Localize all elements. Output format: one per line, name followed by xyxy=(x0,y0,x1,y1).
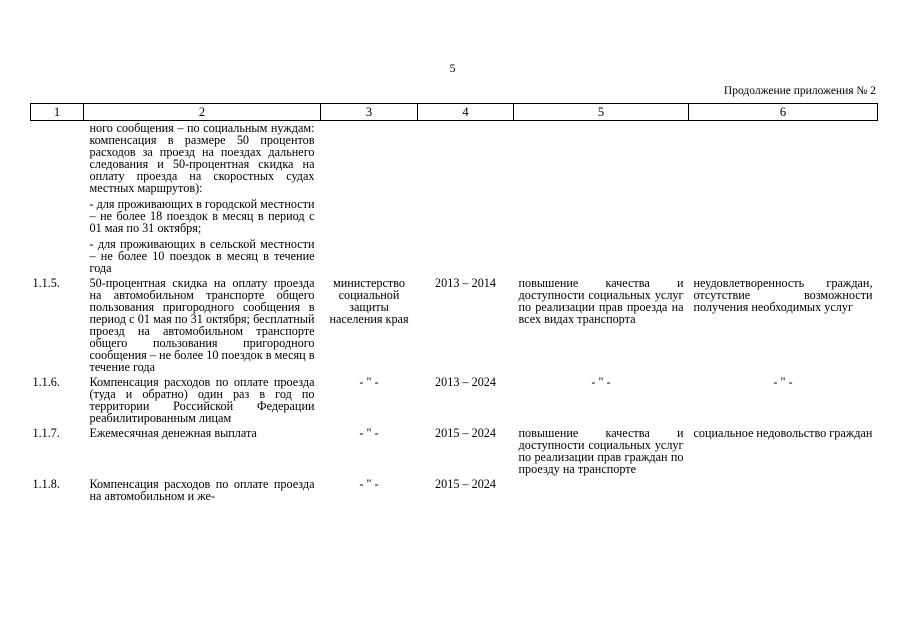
row-period xyxy=(418,121,514,275)
description-paragraph: Компенсация расходов по оплате проезда на автомобильном и же- xyxy=(89,477,315,503)
table-row xyxy=(31,274,878,373)
row-result: - " - xyxy=(591,375,611,389)
row-period: 2013 – 2024 xyxy=(435,375,496,389)
row-executor: - " - xyxy=(359,426,379,440)
continuation-label: Продолжение приложения № 2 xyxy=(723,85,876,97)
row-period: 2015 – 2024 xyxy=(435,477,496,491)
description-paragraph: Компенсация расходов по оплате проезда (туда и обратно) один раз в год по территории Российской Федерации реабилитированным лицам xyxy=(89,375,315,425)
row-number: 1.1.6. xyxy=(32,375,60,389)
table-row xyxy=(31,121,878,275)
header-col-5: 5 xyxy=(514,104,689,121)
description-paragraph: ного сообщения – по социальным нуждам: компенсация в размере 50 процентов расходов за проезд на поездах дальнего следования и 50-процентная скидка на оплату проезда на скоростных судах местных маршрутов): xyxy=(89,121,315,195)
row-executor: - " - xyxy=(359,477,379,491)
row-period: 2015 – 2024 xyxy=(435,426,496,440)
description-paragraph: 50-процентная скидка на оплату проезда на автомобильном транспорте общего пользования пригородного сообщения в период с 01 мая по 31 октября; бесплатный проезд на автомобильном транспорте общего пользования пригородного сообщения – не более 10 поездок в месяц в течение года xyxy=(89,276,315,374)
row-description xyxy=(84,424,321,475)
header-row xyxy=(31,104,878,121)
description-paragraph: Ежемесячная денежная выплата xyxy=(89,426,257,440)
row-result: повышение качества и доступности социальных услуг по реализации прав проезда на всех видах транспорта xyxy=(518,276,684,326)
row-description xyxy=(84,475,321,502)
row-consequence: - " - xyxy=(773,375,793,389)
row-number xyxy=(31,121,84,275)
row-executor xyxy=(321,121,418,275)
program-table xyxy=(30,103,877,502)
row-result xyxy=(514,121,689,275)
row-description xyxy=(84,121,321,275)
row-period: 2013 – 2014 xyxy=(435,276,496,290)
row-description xyxy=(84,274,321,373)
table-row xyxy=(31,424,878,475)
header-col-4: 4 xyxy=(418,104,514,121)
row-consequence: неудовлетворенность граждан, отсутствие возможности получения необходимых услуг xyxy=(693,276,873,314)
row-consequence xyxy=(689,475,878,502)
row-result xyxy=(514,475,689,502)
header-col-1: 1 xyxy=(31,104,84,121)
row-description xyxy=(84,373,321,424)
measures-table xyxy=(30,103,878,502)
table-row xyxy=(31,373,878,424)
row-consequence: социальное недовольство граждан xyxy=(693,426,873,440)
row-consequence xyxy=(689,121,878,275)
row-number: 1.1.5. xyxy=(32,276,60,290)
description-paragraph: - для проживающих в городской местности – не более 18 поездок в месяц в период с 01 мая по 31 октября; xyxy=(89,197,315,235)
page-number: 5 xyxy=(449,61,456,75)
row-executor: министерство социальной защиты населения края xyxy=(329,276,409,326)
header-col-2: 2 xyxy=(84,104,321,121)
table-row xyxy=(31,475,878,502)
row-executor: - " - xyxy=(359,375,379,389)
row-result: повышение качества и доступности социальных услуг по реализации прав граждан по проезду на транспорте xyxy=(518,426,684,476)
row-number: 1.1.8. xyxy=(32,477,60,491)
header-col-3: 3 xyxy=(321,104,418,121)
header-col-6: 6 xyxy=(689,104,878,121)
row-number: 1.1.7. xyxy=(32,426,60,440)
description-paragraph: - для проживающих в сельской местности – не более 10 поездок в месяц в течение года xyxy=(89,237,315,275)
